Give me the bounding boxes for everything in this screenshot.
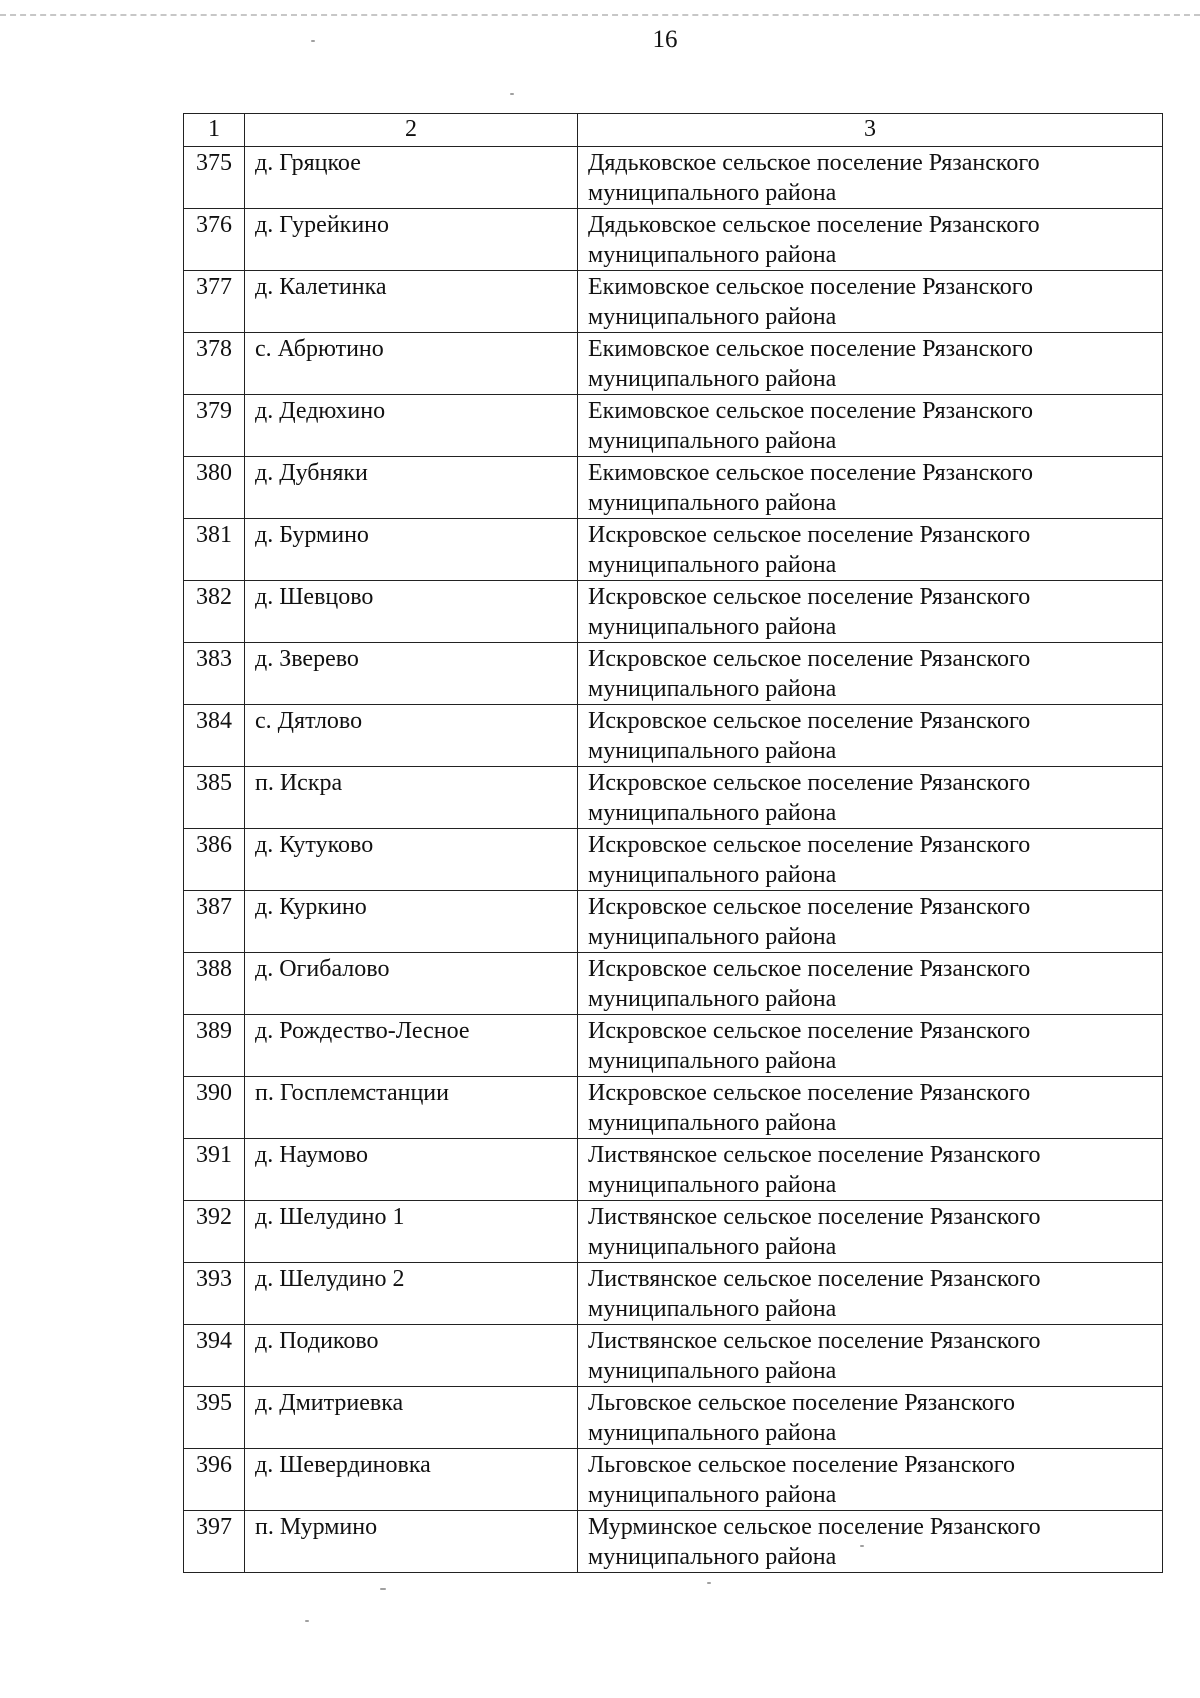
row-number: 381 <box>184 519 245 581</box>
table-row <box>184 705 1163 767</box>
locality-name: д. Шелудино 2 <box>245 1263 578 1325</box>
settlement-name <box>578 1263 1163 1325</box>
table-row <box>184 1015 1163 1077</box>
row-number: 390 <box>184 1077 245 1139</box>
locality-name: д. Куркино <box>245 891 578 953</box>
settlement-name <box>578 1511 1163 1573</box>
settlement-line-2: муниципального района <box>588 738 837 764</box>
settlement-line-2: муниципального района <box>588 800 837 826</box>
settlement-line-1: Искровское сельское поселение Рязанского <box>588 646 1031 672</box>
settlement-name <box>578 1139 1163 1201</box>
table-row <box>184 1077 1163 1139</box>
locality-name: д. Дедюхино <box>245 395 578 457</box>
locality-name: д. Калетинка <box>245 271 578 333</box>
settlement-name <box>578 581 1163 643</box>
table-row <box>184 209 1163 271</box>
settlement-name <box>578 643 1163 705</box>
scan-speck <box>707 1582 711 1584</box>
locality-name: д. Огибалово <box>245 953 578 1015</box>
locality-name: с. Абрютино <box>245 333 578 395</box>
settlement-line-2: муниципального района <box>588 180 837 206</box>
settlement-line-2: муниципального района <box>588 1544 837 1570</box>
settlement-line-2: муниципального района <box>588 1358 837 1384</box>
settlement-name <box>578 1015 1163 1077</box>
locality-name: п. Искра <box>245 767 578 829</box>
settlement-line-1: Екимовское сельское поселение Рязанского <box>588 398 1033 424</box>
settlement-name <box>578 829 1163 891</box>
table-row <box>184 767 1163 829</box>
settlement-line-2: муниципального района <box>588 366 837 392</box>
locality-name: д. Гряцкое <box>245 147 578 209</box>
table-row <box>184 953 1163 1015</box>
locality-name: д. Шелудино 1 <box>245 1201 578 1263</box>
settlement-line-2: муниципального района <box>588 1110 837 1136</box>
scan-speck <box>311 40 315 42</box>
locality-name: д. Дмитриевка <box>245 1387 578 1449</box>
row-number: 377 <box>184 271 245 333</box>
settlement-line-2: муниципального района <box>588 924 837 950</box>
column-header-1: 1 <box>184 114 245 147</box>
table-row <box>184 519 1163 581</box>
settlement-name <box>578 395 1163 457</box>
settlement-line-2: муниципального района <box>588 1172 837 1198</box>
row-number: 394 <box>184 1325 245 1387</box>
settlement-line-2: муниципального района <box>588 862 837 888</box>
table-row <box>184 271 1163 333</box>
settlement-line-1: Листвянское сельское поселение Рязанского <box>588 1328 1041 1354</box>
settlement-line-1: Искровское сельское поселение Рязанского <box>588 832 1031 858</box>
settlement-name <box>578 333 1163 395</box>
table-row <box>184 1263 1163 1325</box>
column-header-2: 2 <box>245 114 578 147</box>
settlement-line-2: муниципального района <box>588 614 837 640</box>
settlement-name <box>578 1387 1163 1449</box>
settlement-line-2: муниципального района <box>588 428 837 454</box>
row-number: 389 <box>184 1015 245 1077</box>
settlement-line-1: Искровское сельское поселение Рязанского <box>588 522 1031 548</box>
locality-name: д. Зверево <box>245 643 578 705</box>
locality-name: д. Бурмино <box>245 519 578 581</box>
settlement-line-1: Екимовское сельское поселение Рязанского <box>588 274 1033 300</box>
row-number: 387 <box>184 891 245 953</box>
table-row <box>184 643 1163 705</box>
settlement-name <box>578 953 1163 1015</box>
settlement-line-1: Льговское сельское поселение Рязанского <box>588 1390 1016 1416</box>
table-row <box>184 581 1163 643</box>
row-number: 391 <box>184 1139 245 1201</box>
locality-name: д. Подиково <box>245 1325 578 1387</box>
row-number: 396 <box>184 1449 245 1511</box>
locality-name: д. Шевцово <box>245 581 578 643</box>
settlement-line-2: муниципального района <box>588 490 837 516</box>
row-number: 393 <box>184 1263 245 1325</box>
table-header <box>184 114 1163 147</box>
settlement-name <box>578 1325 1163 1387</box>
settlement-line-1: Искровское сельское поселение Рязанского <box>588 1080 1031 1106</box>
settlement-line-2: муниципального района <box>588 552 837 578</box>
table-body <box>184 147 1163 1573</box>
settlement-line-2: муниципального района <box>588 1482 837 1508</box>
settlements-table <box>183 113 1163 1573</box>
locality-name: п. Госплемстанции <box>245 1077 578 1139</box>
locality-name: д. Шевердиновка <box>245 1449 578 1511</box>
locality-name: д. Наумово <box>245 1139 578 1201</box>
table-row <box>184 1201 1163 1263</box>
settlement-line-1: Искровское сельское поселение Рязанского <box>588 770 1031 796</box>
row-number: 395 <box>184 1387 245 1449</box>
settlement-line-1: Искровское сельское поселение Рязанского <box>588 1018 1031 1044</box>
settlement-name <box>578 705 1163 767</box>
settlement-name <box>578 457 1163 519</box>
scan-speck <box>380 1588 386 1590</box>
row-number: 392 <box>184 1201 245 1263</box>
row-number: 376 <box>184 209 245 271</box>
row-number: 385 <box>184 767 245 829</box>
settlement-line-1: Искровское сельское поселение Рязанского <box>588 894 1031 920</box>
table-row <box>184 829 1163 891</box>
settlement-line-1: Искровское сельское поселение Рязанского <box>588 956 1031 982</box>
column-header-3: 3 <box>578 114 1163 147</box>
settlement-line-1: Льговское сельское поселение Рязанского <box>588 1452 1016 1478</box>
settlement-line-2: муниципального района <box>588 986 837 1012</box>
settlement-line-2: муниципального района <box>588 1234 837 1260</box>
locality-name: д. Рождество-Лесное <box>245 1015 578 1077</box>
settlement-line-2: муниципального района <box>588 242 837 268</box>
settlement-line-1: Екимовское сельское поселение Рязанского <box>588 336 1033 362</box>
scan-speck <box>305 1620 309 1622</box>
settlement-line-2: муниципального района <box>588 1420 837 1446</box>
row-number: 384 <box>184 705 245 767</box>
settlement-line-1: Листвянское сельское поселение Рязанского <box>588 1204 1041 1230</box>
settlement-name <box>578 1077 1163 1139</box>
scan-speck <box>860 1545 864 1547</box>
locality-name: д. Гурейкино <box>245 209 578 271</box>
settlement-name <box>578 519 1163 581</box>
settlement-line-1: Дядьковское сельское поселение Рязанского <box>588 150 1040 176</box>
row-number: 388 <box>184 953 245 1015</box>
settlement-name <box>578 271 1163 333</box>
settlement-name <box>578 891 1163 953</box>
table-row <box>184 333 1163 395</box>
settlement-name <box>578 1201 1163 1263</box>
settlement-line-2: муниципального района <box>588 1296 837 1322</box>
scan-top-edge <box>0 14 1200 16</box>
settlement-line-2: муниципального района <box>588 1048 837 1074</box>
settlement-name <box>578 767 1163 829</box>
row-number: 386 <box>184 829 245 891</box>
scan-speck <box>510 93 514 95</box>
settlement-line-1: Дядьковское сельское поселение Рязанского <box>588 212 1040 238</box>
locality-name: д. Кутуково <box>245 829 578 891</box>
page-number: 16 <box>652 26 678 53</box>
row-number: 375 <box>184 147 245 209</box>
settlement-name <box>578 209 1163 271</box>
row-number: 380 <box>184 457 245 519</box>
row-number: 383 <box>184 643 245 705</box>
settlement-line-1: Екимовское сельское поселение Рязанского <box>588 460 1033 486</box>
settlement-line-1: Листвянское сельское поселение Рязанского <box>588 1266 1041 1292</box>
row-number: 397 <box>184 1511 245 1573</box>
table-row <box>184 1139 1163 1201</box>
table-row <box>184 147 1163 209</box>
settlement-line-1: Мурминское сельское поселение Рязанского <box>588 1514 1041 1540</box>
settlement-line-2: муниципального района <box>588 676 837 702</box>
table-row <box>184 395 1163 457</box>
table-row <box>184 1449 1163 1511</box>
settlement-name <box>578 1449 1163 1511</box>
table-row <box>184 891 1163 953</box>
settlement-name <box>578 147 1163 209</box>
table-header-row <box>184 114 1163 147</box>
row-number: 382 <box>184 581 245 643</box>
locality-name: д. Дубняки <box>245 457 578 519</box>
table-row <box>184 1325 1163 1387</box>
row-number: 378 <box>184 333 245 395</box>
settlement-line-1: Искровское сельское поселение Рязанского <box>588 708 1031 734</box>
locality-name: с. Дятлово <box>245 705 578 767</box>
locality-name: п. Мурмино <box>245 1511 578 1573</box>
settlement-line-1: Искровское сельское поселение Рязанского <box>588 584 1031 610</box>
table-row <box>184 1387 1163 1449</box>
settlement-line-1: Листвянское сельское поселение Рязанского <box>588 1142 1041 1168</box>
row-number: 379 <box>184 395 245 457</box>
table-row <box>184 457 1163 519</box>
settlement-line-2: муниципального района <box>588 304 837 330</box>
table-row <box>184 1511 1163 1573</box>
